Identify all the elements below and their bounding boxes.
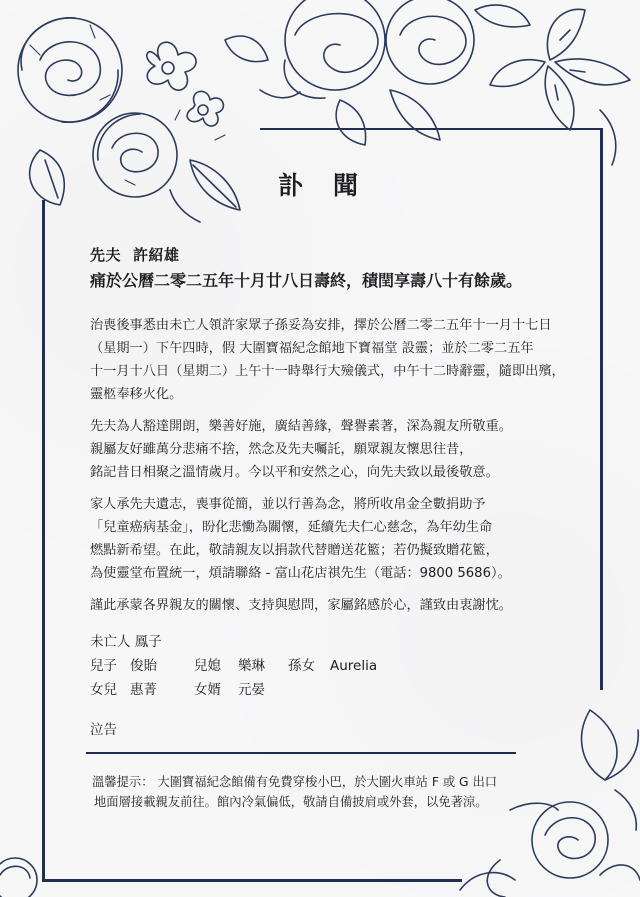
tribute-paragraph [90,415,580,484]
tribute-line: 先夫為人豁達開朗，樂善好施，廣結善緣，聲譽素著，深為親友所敬重。 [90,419,512,434]
son-in-law-label: 女婿 [194,682,221,698]
son-label: 兒子 [90,658,117,674]
donation-line: 家人承先夫遺志，喪事從簡，並以行善為念，將所收帛金全數捐助予 [90,497,486,512]
donation-line: 燃點新希望。在此，敬請親友以捐款代替贈送花籃；若仍擬致贈花籃， [90,543,499,558]
deceased-name: 許紹雄 [133,246,180,264]
funeral-line: 治喪後事悉由未亡人領許家眾子孫妥為安排，擇於公曆二零二五年十一月十七日 [90,318,552,333]
tribute-line: 親屬友好雖萬分悲痛不捨，然念及先夫囑託，願眾親友懷思往昔， [90,442,473,457]
family-signatures [90,630,377,742]
reminder-notice [92,772,497,812]
funeral-line: （星期一）下午四時，假 大圍寶福紀念館地下寶福堂 設靈；並於二零二五年 [90,341,534,356]
daughter-in-law-label: 兒媳 [194,658,221,674]
deceased-name-line [90,244,180,265]
son-in-law-name: 元晏 [238,682,265,698]
children-row-2 [90,678,377,702]
donation-line: 「兒童癌病基金」，盼化悲慟為關懷，延續先夫仁心慈念，為年幼生命 [90,520,493,535]
widow-label: 未亡人 [90,634,131,650]
tribute-line: 銘記昔日相聚之溫情歲月。今以平和安然之心，向先夫致以最後敬意。 [90,465,499,480]
daughter-label: 女兒 [90,682,117,698]
death-notice: 痛於公曆二零二五年十月廿八日壽終，積閏享壽八十有餘歲。 [90,271,523,290]
page-title: 訃 聞 [277,171,363,200]
signoff: 泣告 [90,722,117,738]
widow-row [90,630,377,654]
floral-bottom-left [0,840,60,897]
frame-left-line [42,200,45,882]
notice-separator [86,752,516,754]
deceased-relation: 先夫 [90,246,122,264]
funeral-paragraph [90,314,580,406]
frame-right-line [600,130,603,690]
frame-bottom-line [42,879,462,882]
funeral-line: 靈柩奉移火化。 [90,387,183,402]
thanks-line: 謹此承蒙各界親友的關懷、支持與慰問，家屬銘感於心，謹致由衷謝忱。 [90,598,512,613]
donation-line: 為使靈堂布置統一，煩請聯絡 - 富山花店祺先生（電話：9800 5686）。 [90,566,511,581]
widow-name: 鳳子 [134,634,162,650]
notice-line-1: 溫馨提示： 大圍寶福紀念館備有免費穿梭小巴，於大圍火車站 F 或 G 出口 [92,775,498,789]
funeral-line: 十一月十八日（星期二）上午十一時舉行大殮儀式，中午十二時辭靈，隨即出殯， [90,364,565,379]
floral-top-right [240,0,640,170]
notice-line-2: 地面層接載親友前往。館內冷氣偏低，敬請自備披肩或外套，以免著涼。 [94,795,488,809]
son-name: 俊貽 [130,658,157,674]
donation-paragraph [90,493,580,585]
granddaughter-label: 孫女 [288,658,315,674]
thanks-paragraph [90,594,580,617]
granddaughter-name: Aurelia [330,658,378,674]
children-row-1 [90,654,377,678]
daughter-in-law-name: 樂琳 [238,658,265,674]
daughter-name: 惠菁 [130,682,157,698]
